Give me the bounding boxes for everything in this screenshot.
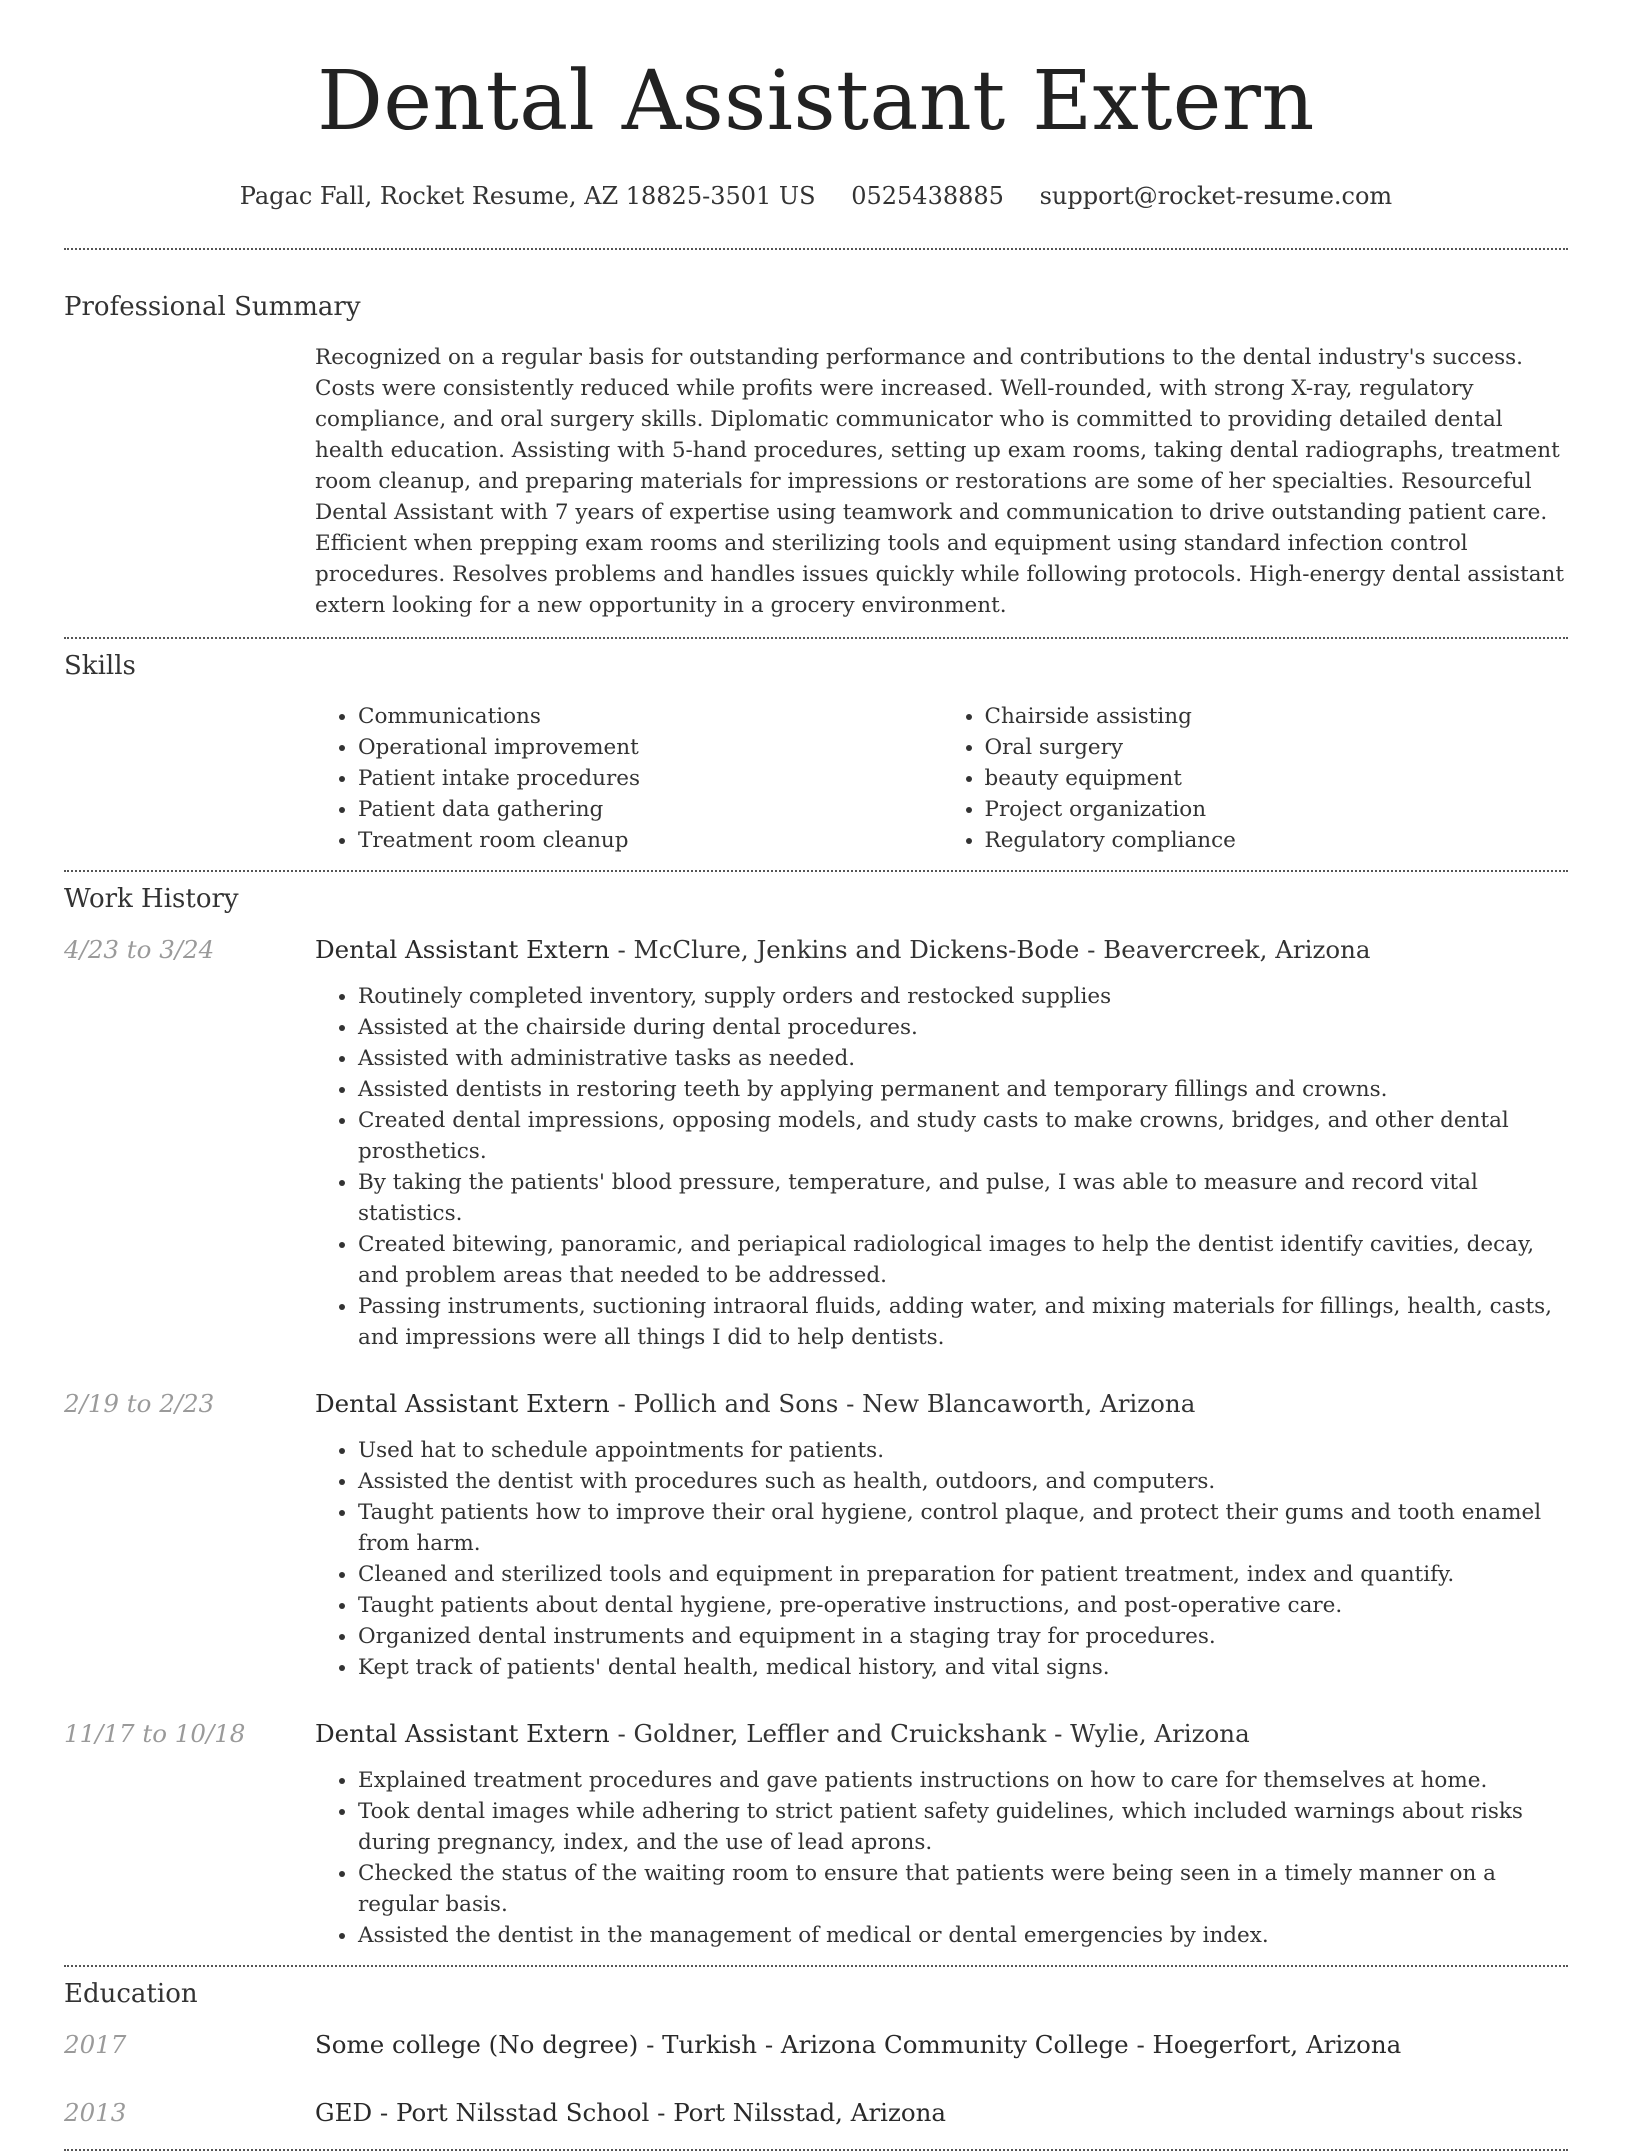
skill-item: • Patient data gathering — [358, 794, 942, 825]
skill-item: • Communications — [358, 701, 942, 732]
job-bullet: • Routinely completed inventory, supply orders and restocked supplies — [358, 981, 1568, 1012]
job-bullet: • Created dental impressions, opposing models, and study casts to make crowns, bridges, and other dental prosthetics. — [358, 1105, 1568, 1167]
job-bullet: • Kept track of patients' dental health, medical history, and vital signs. — [358, 1652, 1568, 1683]
job-body — [315, 934, 1568, 1353]
summary-text: Recognized on a regular basis for outstanding performance and contributions to the dental industry's success. Costs were consistently reduced while profits were increased. Well-rounded, with strong X-ray, regulatory compliance, and oral surgery skills. Diplomatic communicator who is committed to providing detailed dental health education. Assisting with 5-hand procedures, setting up exam rooms, taking dental radiographs, treatment room cleanup, and preparing materials for impressions or restorations are some of her specialties. Resourceful Dental Assistant with 7 years of expertise using teamwork and communication to drive outstanding patient care. Efficient when prepping exam rooms and sterilizing tools and equipment using standard infection control procedures. Resolves problems and handles issues quickly while following protocols. High-energy dental assistant extern looking for a new opportunity in a grocery environment. — [315, 345, 1565, 618]
education-heading: Education — [64, 1979, 198, 2009]
skills-heading: Skills — [64, 651, 136, 681]
job-entry — [64, 934, 1568, 1353]
education-details: GED - Port Nilsstad School - Port Nilsstad, Arizona — [315, 2098, 947, 2127]
job-bullets — [315, 981, 1568, 1353]
job-bullet: • By taking the patients' blood pressure, temperature, and pulse, I was able to measure and record vital statistics. — [358, 1167, 1568, 1229]
education-year: 2013 — [64, 2098, 127, 2127]
job-date: 2/19 to 2/23 — [64, 1389, 215, 1418]
candidate-name: Dental Assistant Extern — [317, 54, 1315, 149]
skill-item: • Oral surgery — [985, 732, 1569, 763]
section-divider — [64, 248, 1568, 250]
skill-item: • beauty equipment — [985, 763, 1569, 794]
job-bullet: • Took dental images while adhering to strict patient safety guidelines, which included warnings about risks during pregnancy, index, and the use of lead aprons. — [358, 1796, 1568, 1858]
skills-list — [315, 701, 1568, 856]
job-role: Dental Assistant Extern — [315, 1719, 610, 1748]
work-history-heading: Work History — [64, 884, 239, 914]
job-bullets — [315, 1765, 1568, 1951]
skill-item: • Project organization — [985, 794, 1569, 825]
job-heading — [315, 1388, 1568, 1420]
education-year: 2017 — [64, 2030, 127, 2059]
skill-item: • Patient intake procedures — [358, 763, 942, 794]
job-bullet: • Organized dental instruments and equipment in a staging tray for procedures. — [358, 1621, 1568, 1652]
contact-address: Pagac Fall, Rocket Resume, AZ 18825-3501 US — [239, 182, 816, 210]
job-bullet: • Taught patients about dental hygiene, pre-operative instructions, and post-operative care. — [358, 1590, 1568, 1621]
section-divider — [64, 1965, 1568, 1967]
contact-email: support@rocket-resume.com — [1039, 182, 1393, 210]
job-bullet: • Explained treatment procedures and gave patients instructions on how to care for themselves at home. — [358, 1765, 1568, 1796]
job-bullet: • Assisted with administrative tasks as needed. — [358, 1043, 1568, 1074]
summary-heading: Professional Summary — [64, 292, 361, 322]
education-entry — [64, 2097, 1568, 2129]
job-bullet: • Assisted the dentist in the management of medical or dental emergencies by index. — [358, 1920, 1568, 1951]
skills-column-right — [942, 701, 1569, 856]
skill-item: • Regulatory compliance — [985, 825, 1569, 856]
education-entry — [64, 2029, 1568, 2061]
job-bullet: • Assisted dentists in restoring teeth by applying permanent and temporary fillings and crowns. — [358, 1074, 1568, 1105]
job-bullet: • Cleaned and sterilized tools and equipment in preparation for patient treatment, index and quantify. — [358, 1559, 1568, 1590]
job-heading — [315, 934, 1568, 966]
job-role: Dental Assistant Extern — [315, 935, 610, 964]
job-date: 11/17 to 10/18 — [64, 1719, 246, 1748]
skill-item: • Chairside assisting — [985, 701, 1569, 732]
job-bullet: • Taught patients how to improve their oral hygiene, control plaque, and protect their gums and tooth enamel from harm. — [358, 1497, 1568, 1559]
job-bullet: • Used hat to schedule appointments for patients. — [358, 1435, 1568, 1466]
job-entry — [64, 1388, 1568, 1683]
job-bullet: • Created bitewing, panoramic, and periapical radiological images to help the dentist identify cavities, decay, and problem areas that needed to be addressed. — [358, 1229, 1568, 1291]
section-divider — [64, 637, 1568, 639]
job-heading — [315, 1718, 1568, 1750]
job-bullet: • Assisted at the chairside during dental procedures. — [358, 1012, 1568, 1043]
job-body — [315, 1388, 1568, 1683]
skills-column-left — [315, 701, 942, 856]
job-role: Dental Assistant Extern — [315, 1389, 610, 1418]
skill-item: • Operational improvement — [358, 732, 942, 763]
skill-item: • Treatment room cleanup — [358, 825, 942, 856]
job-bullet: • Passing instruments, suctioning intraoral fluids, adding water, and mixing materials for fillings, health, casts, and impressions were all things I did to help dentists. — [358, 1291, 1568, 1353]
contact-line — [64, 180, 1568, 212]
education-details: Some college (No degree) - Turkish - Arizona Community College - Hoegerfort, Arizona — [315, 2030, 1402, 2059]
job-date: 4/23 to 3/24 — [64, 935, 215, 964]
job-employer: - Goldner, Leffler and Cruickshank - Wylie, Arizona — [609, 1719, 1250, 1748]
section-divider — [64, 870, 1568, 872]
job-bullet: • Checked the status of the waiting room to ensure that patients were being seen in a timely manner on a regular basis. — [358, 1858, 1568, 1920]
job-bullets — [315, 1435, 1568, 1683]
job-employer: - McClure, Jenkins and Dickens-Bode - Beavercreek, Arizona — [609, 935, 1371, 964]
job-entry — [64, 1718, 1568, 1965]
job-bullet: • Assisted the dentist with procedures such as health, outdoors, and computers. — [358, 1466, 1568, 1497]
job-body — [315, 1718, 1568, 1965]
contact-phone: 0525438885 — [851, 182, 1004, 210]
job-employer: - Pollich and Sons - New Blancaworth, Arizona — [609, 1389, 1196, 1418]
